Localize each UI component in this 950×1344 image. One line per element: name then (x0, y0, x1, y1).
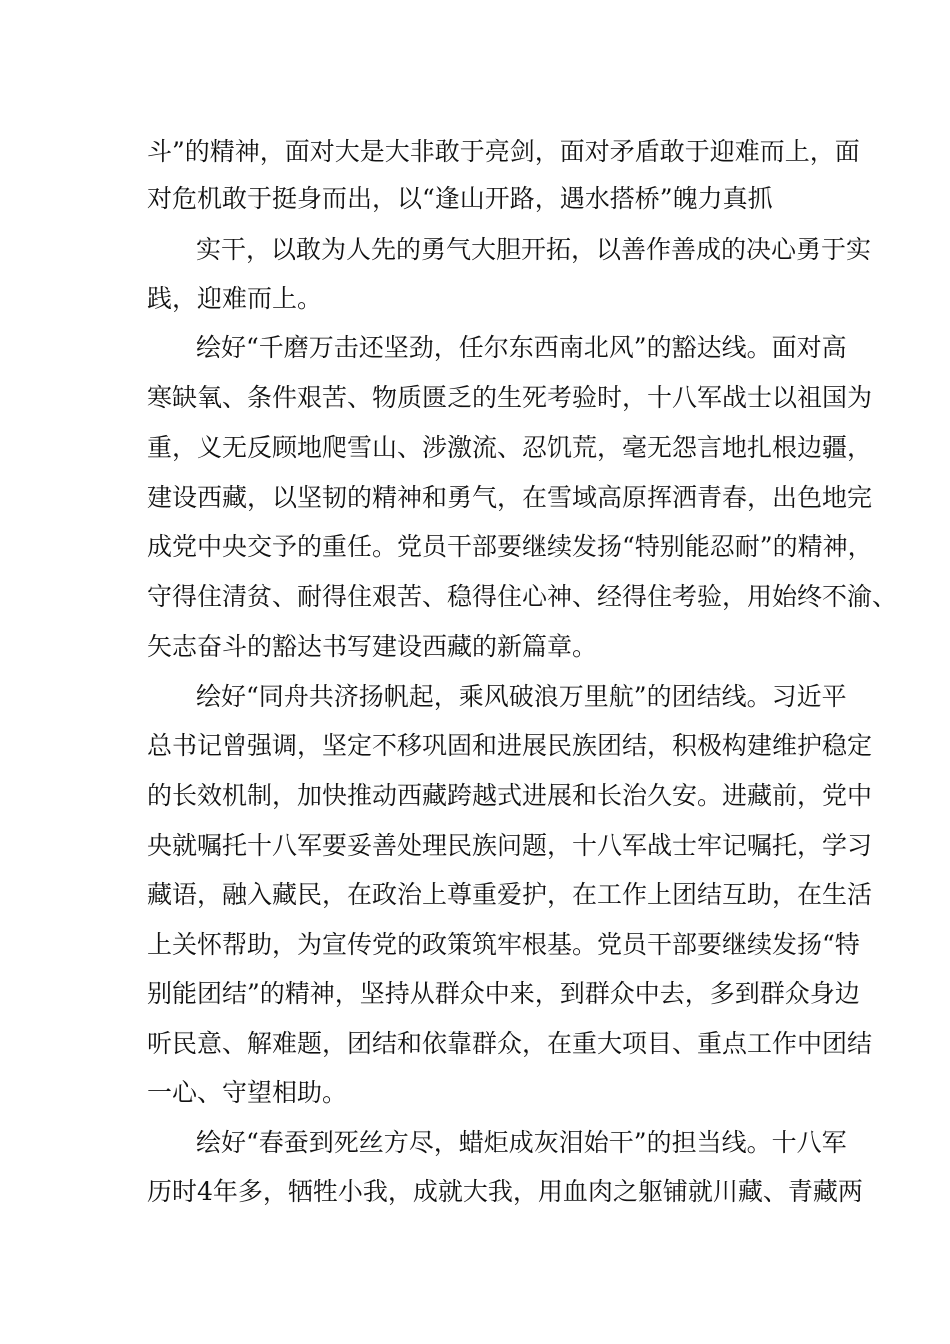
text-line: 成党中央交予的重任。党员干部要继续发扬“特别能忍耐”的精神， (147, 532, 873, 561)
text-line: 绘好“同舟共济扬帆起，乘风破浪万里航”的团结线。习近平 (196, 682, 847, 711)
text-line: 实干，以敢为人先的勇气大胆开拓，以善作善成的决心勇于实 (196, 235, 872, 264)
text-line: 历时4年多，牺牲小我，成就大我，用血肉之躯铺就川藏、青藏两 (147, 1177, 863, 1206)
text-line: 别能团结”的精神，坚持从群众中来，到群众中去，多到群众身边 (147, 979, 860, 1008)
text-line: 总书记曾强调，坚定不移巩固和进展民族团结，积极构建维护稳定 (147, 731, 873, 760)
text-line: 绘好“春蚕到死丝方尽，蜡炬成灰泪始干”的担当线。十八军 (196, 1128, 847, 1157)
text-line: 斗”的精神，面对大是大非敢于亮剑，面对矛盾敢于迎难而上，面 (147, 137, 860, 166)
text-line: 重，义无反顾地爬雪山、涉激流、忍饥荒，毫无怨言地扎根边疆， (147, 433, 873, 462)
text-line: 寒缺氧、条件艰苦、物质匮乏的生死考验时，十八军战士以祖国为 (147, 383, 873, 412)
text-line: 绘好“千磨万击还坚劲，任尔东西南北风”的豁达线。面对高 (196, 333, 847, 362)
text-line: 矢志奋斗的豁达书写建设西藏的新篇章。 (147, 632, 598, 661)
text-line: 守得住清贫、耐得住艰苦、稳得住心神、经得住考验，用始终不渝、 (147, 582, 898, 611)
text-line: 对危机敢于挺身而出，以“逢山开路，遇水搭桥”魄力真抓 (147, 184, 773, 213)
text-line: 上关怀帮助，为宣传党的政策筑牢根基。党员干部要继续发扬“特 (147, 930, 860, 959)
text-line: 建设西藏，以坚韧的精神和勇气，在雪域高原挥洒青春，出色地完 (147, 483, 873, 512)
text-line: 藏语，融入藏民，在政治上尊重爱护，在工作上团结互助，在生活 (147, 880, 873, 909)
text-line: 听民意、解难题，团结和依靠群众，在重大项目、重点工作中团结 (147, 1029, 873, 1058)
text-line: 央就嘱托十八军要妥善处理民族问题，十八军战士牢记嘱托，学习 (147, 831, 873, 860)
text-line: 践，迎难而上。 (147, 284, 323, 313)
text-line: 的长效机制，加快推动西藏跨越式进展和长治久安。进藏前，党中 (147, 781, 873, 810)
text-line: 一心、守望相助。 (147, 1078, 348, 1107)
